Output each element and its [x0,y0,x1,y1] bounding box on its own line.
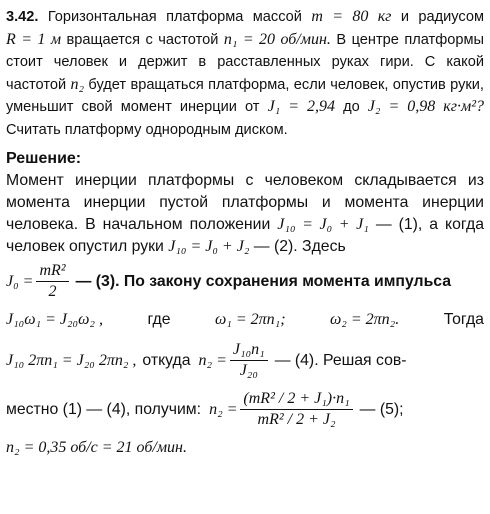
problem-text-2: и радиусом [400,9,484,25]
equation-3-fraction [36,262,68,301]
equation-5: J₁₀ 2πn₁ = J₂₀ 2πn₂ , [6,351,137,369]
equation-3-denominator: 2 [48,283,57,300]
j2-value: J₂ = 0,98 кг·м²? [367,98,484,115]
equation-1: J₁₀ = J₀ + J₁ [277,216,369,233]
omega-1: ω₁ = 2πn₁; [214,311,286,328]
equation-7-numerator: (mR² / 2 + J₁)·n₁ [240,390,352,410]
j1-value: J₁ = 2,94 [267,98,336,115]
equation-1-ref: — (1), а [375,216,439,233]
solution-paragraph [6,170,484,258]
problem-text-4: В центре платформы стоит человек и держит в расставленных руках гири. С какой частотой [6,31,485,93]
equation-2-ref: — (2). Здесь [253,238,346,255]
answer-row [6,439,484,457]
equation-7-lhs: n₂ = [209,400,238,418]
equation-7-fraction [240,390,352,429]
equation-4: J₁₀ω₁ = J₂₀ω₂ , [6,311,103,328]
then-word: Тогда [443,311,484,328]
problem-text-5: будет вращаться платформа, если человек, опустив руки, уменьшит свой момент инерции от [6,76,484,115]
omega-2: ω₂ = 2πn₂. [330,311,400,328]
equation-7-row [6,390,484,429]
equation-6-lhs: n₂ = [198,351,227,369]
equation-6-numerator: J₁₀n₁ [230,341,268,361]
equation-7-denominator: mR² / 2 + J₂ [257,411,336,428]
answer: n₂ = 0,35 об/с = 21 об/мин. [6,439,187,456]
solution-heading: Решение: [6,150,82,167]
equation-3-numerator: mR² [36,262,68,282]
equation-3-lhs: J₀ = [6,272,34,290]
problem-text-6: до [343,99,360,115]
problem-text-1: Горизонтальная платформа массой [47,9,302,25]
problem-text-3: вращается с частотой [66,31,219,48]
mass-value: m = 80 кг [311,8,392,25]
solution-text-2: когда человек опустил руки [6,216,484,255]
equation-5-row [6,341,484,380]
equation-4-row [6,311,484,329]
whence-word: откуда [142,351,191,369]
where-word: где [147,311,171,328]
problem-text-7: Считать платформу однородным диском. [6,121,288,138]
n1-value: n₁ = 20 об/мин. [223,30,331,48]
equation-6-denominator: J₂₀ [239,362,258,379]
equation-6-fraction [230,341,268,380]
solution-text-1: Момент инерции платформы с человеком складывается из момента инерции пустой платформы и момента инерции человека. В начальном положении [6,172,484,233]
radius-value: R = 1 м [6,30,62,48]
equation-3-ref: — (3). По закону сохранения момента импульса [75,272,452,290]
jointly-text: местно (1) — (4), получим: [6,400,202,418]
equation-3-row [6,262,484,301]
equation-2: J₁₀ = J₀ + J₂ [168,238,250,255]
n2-symbol: n₂ [70,75,85,93]
equation-6-ref: — (4). Решая сов- [274,351,407,369]
equation-7-ref: — (5); [359,400,404,418]
problem-statement [6,6,484,141]
problem-number: 3.42. [6,9,39,25]
